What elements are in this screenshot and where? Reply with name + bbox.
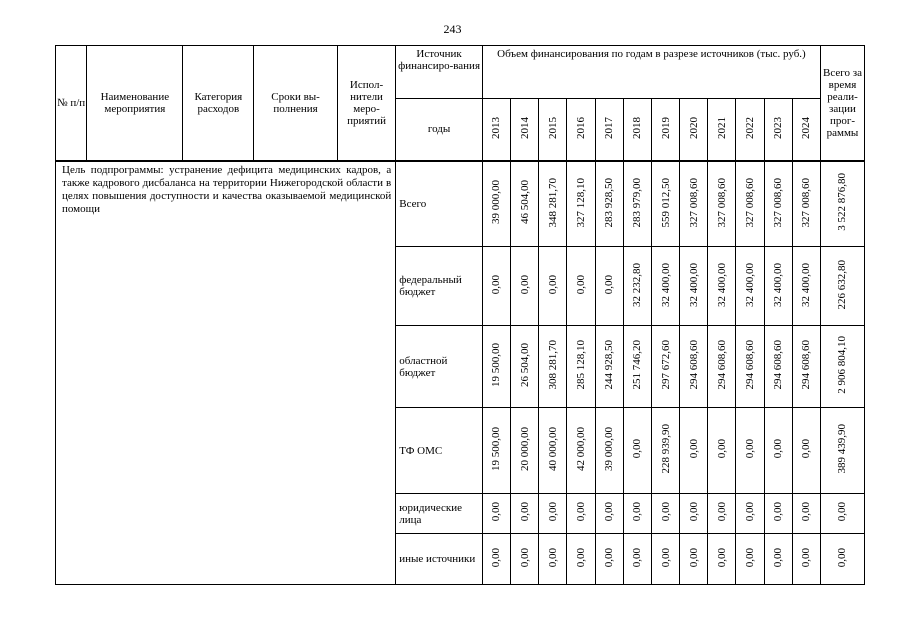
year-value: 308 281,70 xyxy=(539,326,567,408)
funding-source: областной бюджет xyxy=(396,326,483,408)
year-value: 32 400,00 xyxy=(764,247,792,326)
year-value: 32 400,00 xyxy=(651,247,679,326)
year-value: 39 000,00 xyxy=(482,161,510,247)
funding-source: федеральный бюджет xyxy=(396,247,483,326)
year-value: 0,00 xyxy=(511,247,539,326)
year-header: 2022 xyxy=(736,99,764,161)
year-value: 0,00 xyxy=(792,534,820,585)
year-header: 2013 xyxy=(482,99,510,161)
year-value: 0,00 xyxy=(595,247,623,326)
year-value: 244 928,50 xyxy=(595,326,623,408)
col-name-header: Наименование мероприятия xyxy=(87,46,183,161)
financing-table xyxy=(55,45,865,585)
year-header: 2014 xyxy=(511,99,539,161)
col-num-header: № п/п xyxy=(56,46,87,161)
row-total: 226 632,80 xyxy=(820,247,864,326)
funding-source: ТФ ОМС xyxy=(396,408,483,494)
year-header: 2020 xyxy=(680,99,708,161)
subprogram-goal: Цель подпрограммы: устранение дефицита медицинских кадров, а также кадрового дисбаланса на территории Нижегородской области в целях повышения доступности и качества оказываемой медицинской помощи xyxy=(56,161,396,585)
year-value: 0,00 xyxy=(764,534,792,585)
year-value: 32 400,00 xyxy=(792,247,820,326)
year-value: 0,00 xyxy=(708,534,736,585)
year-value: 0,00 xyxy=(623,408,651,494)
year-value: 0,00 xyxy=(539,534,567,585)
year-value: 294 608,60 xyxy=(708,326,736,408)
year-value: 39 000,00 xyxy=(595,408,623,494)
year-header: 2015 xyxy=(539,99,567,161)
year-value: 294 608,60 xyxy=(764,326,792,408)
year-value: 283 979,00 xyxy=(623,161,651,247)
year-value: 32 400,00 xyxy=(736,247,764,326)
year-value: 0,00 xyxy=(764,494,792,534)
page-number: 243 xyxy=(443,22,462,36)
col-executors-header: Испол-нители меро-приятий xyxy=(337,46,395,161)
year-value: 0,00 xyxy=(680,408,708,494)
row-total: 389 439,90 xyxy=(820,408,864,494)
year-value: 0,00 xyxy=(539,494,567,534)
year-value: 0,00 xyxy=(567,247,595,326)
year-value: 0,00 xyxy=(567,494,595,534)
year-value: 559 012,50 xyxy=(651,161,679,247)
year-value: 0,00 xyxy=(680,534,708,585)
col-total-header: Всего за время реали-зации прог-раммы xyxy=(820,46,864,161)
year-value: 294 608,60 xyxy=(736,326,764,408)
year-value: 40 000,00 xyxy=(539,408,567,494)
row-total: 0,00 xyxy=(820,494,864,534)
year-value: 0,00 xyxy=(736,494,764,534)
year-value: 327 008,60 xyxy=(680,161,708,247)
year-value: 0,00 xyxy=(567,534,595,585)
year-value: 0,00 xyxy=(595,534,623,585)
year-value: 0,00 xyxy=(792,494,820,534)
year-value: 19 500,00 xyxy=(482,326,510,408)
row-total: 2 906 804,10 xyxy=(820,326,864,408)
year-value: 0,00 xyxy=(482,247,510,326)
table-row xyxy=(56,161,865,247)
year-value: 32 400,00 xyxy=(680,247,708,326)
year-value: 297 672,60 xyxy=(651,326,679,408)
year-value: 0,00 xyxy=(511,534,539,585)
year-value: 0,00 xyxy=(651,494,679,534)
years-label: годы xyxy=(396,99,483,161)
year-value: 294 608,60 xyxy=(792,326,820,408)
year-value: 0,00 xyxy=(680,494,708,534)
year-value: 42 000,00 xyxy=(567,408,595,494)
year-value: 0,00 xyxy=(511,494,539,534)
year-value: 327 008,60 xyxy=(792,161,820,247)
col-terms-header: Сроки вы-полнения xyxy=(254,46,338,161)
year-value: 228 939,90 xyxy=(651,408,679,494)
funding-source: иные источники xyxy=(396,534,483,585)
year-value: 0,00 xyxy=(736,534,764,585)
year-header: 2019 xyxy=(651,99,679,161)
year-value: 0,00 xyxy=(736,408,764,494)
year-value: 285 128,10 xyxy=(567,326,595,408)
year-value: 327 008,60 xyxy=(736,161,764,247)
year-value: 0,00 xyxy=(595,494,623,534)
year-value: 327 008,60 xyxy=(708,161,736,247)
year-value: 0,00 xyxy=(708,408,736,494)
year-value: 251 746,20 xyxy=(623,326,651,408)
col-category-header: Категория расходов xyxy=(183,46,254,161)
year-value: 0,00 xyxy=(792,408,820,494)
year-value: 0,00 xyxy=(482,534,510,585)
year-header: 2024 xyxy=(792,99,820,161)
year-value: 0,00 xyxy=(651,534,679,585)
year-value: 0,00 xyxy=(764,408,792,494)
year-value: 283 928,50 xyxy=(595,161,623,247)
year-value: 327 128,10 xyxy=(567,161,595,247)
year-value: 0,00 xyxy=(623,534,651,585)
year-header: 2023 xyxy=(764,99,792,161)
year-value: 20 000,00 xyxy=(511,408,539,494)
col-source-header: Источник финансиро-вания xyxy=(396,46,483,99)
col-volume-header: Объем финансирования по годам в разрезе источников (тыс. руб.) xyxy=(482,46,820,99)
year-header: 2021 xyxy=(708,99,736,161)
year-header: 2017 xyxy=(595,99,623,161)
year-value: 0,00 xyxy=(708,494,736,534)
funding-source: юридические лица xyxy=(396,494,483,534)
year-value: 0,00 xyxy=(482,494,510,534)
year-value: 0,00 xyxy=(623,494,651,534)
year-value: 26 504,00 xyxy=(511,326,539,408)
funding-source: Всего xyxy=(396,161,483,247)
year-value: 348 281,70 xyxy=(539,161,567,247)
row-total: 0,00 xyxy=(820,534,864,585)
year-value: 32 400,00 xyxy=(708,247,736,326)
year-value: 19 500,00 xyxy=(482,408,510,494)
year-value: 327 008,60 xyxy=(764,161,792,247)
row-total: 3 522 876,80 xyxy=(820,161,864,247)
year-value: 0,00 xyxy=(539,247,567,326)
year-value: 46 504,00 xyxy=(511,161,539,247)
year-header: 2016 xyxy=(567,99,595,161)
year-value: 294 608,60 xyxy=(680,326,708,408)
year-header: 2018 xyxy=(623,99,651,161)
year-value: 32 232,80 xyxy=(623,247,651,326)
